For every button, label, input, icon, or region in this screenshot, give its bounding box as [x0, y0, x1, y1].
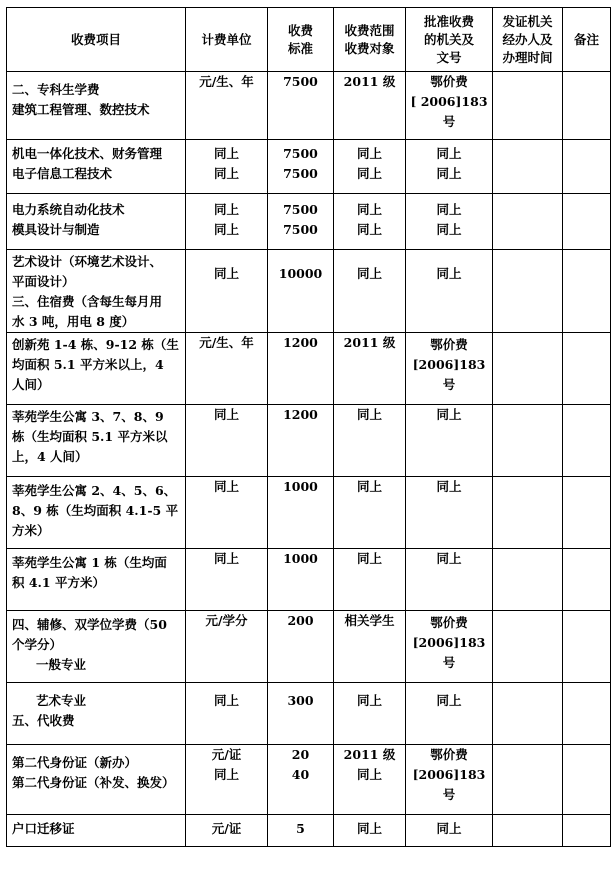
standard-cell: [268, 477, 334, 549]
item-cell: [7, 72, 186, 140]
item-cell-line: 电力系统自动化技术: [12, 202, 125, 217]
issuer-cell: [493, 549, 563, 611]
standard-cell: [268, 611, 334, 683]
scope-cell: [334, 194, 406, 250]
scope-cell-line: 同上: [356, 266, 382, 281]
standard-cell: [268, 549, 334, 611]
table-row: [7, 405, 611, 477]
approval-cell-line: 同上: [436, 146, 462, 161]
approval-cell-line: 同上: [436, 266, 462, 281]
item-cell-line: 莘苑学生公寓 3、7、8、9: [12, 409, 164, 424]
unit-cell-line: 同上: [213, 146, 239, 161]
approval-cell: [406, 611, 493, 683]
approval-cell-line: 鄂价费: [430, 74, 468, 89]
unit-cell: [186, 815, 268, 847]
note-cell: [563, 611, 611, 683]
approval-cell: [406, 683, 493, 745]
item-cell-line: 三、住宿费（含每生每月用: [12, 294, 163, 309]
item-cell: [7, 611, 186, 683]
scope-cell: [334, 745, 406, 815]
approval-cell-line: 鄂价费: [430, 747, 468, 762]
item-cell-line: 积 4.1 平方米）: [12, 575, 105, 590]
issuer-cell: [493, 140, 563, 194]
scope-cell-line: 同上: [356, 479, 382, 494]
item-cell: [7, 333, 186, 405]
approval-cell: [406, 815, 493, 847]
issuer-cell: [493, 333, 563, 405]
item-cell-line: 机电一体化技术、财务管理: [12, 146, 163, 161]
note-cell: [563, 549, 611, 611]
issuer-cell: [493, 477, 563, 549]
item-cell: [7, 405, 186, 477]
scope-cell-line: 同上: [356, 693, 382, 708]
note-cell: [563, 250, 611, 333]
header-cell: 发证机关 经办人及 办理时间: [493, 8, 563, 72]
unit-cell-line: 同上: [213, 166, 239, 181]
item-cell-line: 平面设计）: [12, 274, 75, 289]
scope-cell: [334, 405, 406, 477]
note-cell: [563, 683, 611, 745]
standard-cell: [268, 72, 334, 140]
table-row: [7, 477, 611, 549]
item-cell-line: 建筑工程管理、数控技术: [12, 102, 150, 117]
note-cell: [563, 140, 611, 194]
unit-cell-line: 元/证: [211, 821, 242, 836]
approval-cell-line: [ 2006]183: [410, 94, 488, 109]
unit-cell-line: 同上: [213, 222, 239, 237]
item-cell: [7, 250, 186, 333]
approval-cell-line: 同上: [436, 166, 462, 181]
header-cell: 收费 标准: [268, 8, 334, 72]
item-cell-line: 电子信息工程技术: [12, 166, 113, 181]
unit-cell: [186, 194, 268, 250]
scope-cell-line: 同上: [356, 821, 382, 836]
header-cell: 收费范围 收费对象: [334, 8, 406, 72]
header-cell: 备注: [563, 8, 611, 72]
item-cell-line: 莘苑学生公寓 1 栋（生均面: [12, 555, 167, 570]
scope-cell: [334, 815, 406, 847]
approval-cell-line: 同上: [436, 407, 462, 422]
unit-cell: [186, 72, 268, 140]
unit-cell: [186, 611, 268, 683]
scope-cell-line: 同上: [356, 202, 382, 217]
table-row: [7, 333, 611, 405]
unit-cell-line: 同上: [213, 767, 239, 782]
scope-cell: [334, 549, 406, 611]
scope-cell: [334, 72, 406, 140]
approval-cell: [406, 477, 493, 549]
standard-cell-line: 7500: [283, 202, 318, 217]
scope-cell-line: 2011 级: [343, 74, 396, 89]
standard-cell-line: 200: [287, 613, 314, 628]
approval-cell: [406, 333, 493, 405]
issuer-cell: [493, 405, 563, 477]
unit-cell: [186, 745, 268, 815]
item-cell: [7, 194, 186, 250]
item-cell-line: 第二代身份证（新办）: [12, 755, 138, 770]
standard-cell-line: 10000: [278, 266, 323, 281]
standard-cell: [268, 333, 334, 405]
item-cell-line: 创新苑 1-4 栋、9-12 栋（生: [12, 337, 179, 352]
standard-cell: [268, 815, 334, 847]
scope-cell-line: 相关学生: [344, 613, 395, 628]
table-row: [7, 549, 611, 611]
item-cell-line: 均面积 5.1 平方米以上，4: [12, 357, 164, 372]
item-cell-line: 四、辅修、双学位学费（50: [12, 617, 167, 632]
scope-cell-line: 同上: [356, 166, 382, 181]
issuer-cell: [493, 72, 563, 140]
scope-cell: [334, 477, 406, 549]
note-cell: [563, 477, 611, 549]
approval-cell-line: 同上: [436, 551, 462, 566]
unit-cell: [186, 140, 268, 194]
note-cell: [563, 333, 611, 405]
approval-cell-line: 号: [442, 114, 456, 129]
item-cell: [7, 549, 186, 611]
item-cell-line: 艺术专业: [36, 693, 87, 708]
header-cell: 批准收费 的机关及 文号: [406, 8, 493, 72]
note-cell: [563, 405, 611, 477]
note-cell: [563, 194, 611, 250]
item-cell-line: 人间）: [12, 377, 50, 392]
unit-cell: [186, 477, 268, 549]
header-cell: 计费单位: [186, 8, 268, 72]
unit-cell: [186, 549, 268, 611]
item-cell-line: 莘苑学生公寓 2、4、5、6、: [12, 483, 177, 498]
scope-cell: [334, 140, 406, 194]
unit-cell-line: 元/证: [211, 747, 242, 762]
approval-cell-line: 同上: [436, 222, 462, 237]
table-row: [7, 194, 611, 250]
item-cell-line: 栋（生均面积 5.1 平方米以: [12, 429, 168, 444]
scope-cell: [334, 683, 406, 745]
approval-cell: [406, 745, 493, 815]
table-row: [7, 745, 611, 815]
unit-cell: [186, 333, 268, 405]
standard-cell-line: 1200: [283, 335, 318, 350]
issuer-cell: [493, 250, 563, 333]
item-cell-line: 户口迁移证: [12, 821, 75, 836]
approval-cell: [406, 140, 493, 194]
issuer-cell: [493, 611, 563, 683]
scope-cell: [334, 333, 406, 405]
approval-cell-line: 同上: [436, 821, 462, 836]
unit-cell-line: 元/学分: [205, 613, 248, 628]
approval-cell: [406, 72, 493, 140]
approval-cell-line: 同上: [436, 479, 462, 494]
unit-cell-line: 元/生、年: [199, 335, 254, 350]
issuer-cell: [493, 194, 563, 250]
item-cell-line: 五、代收费: [12, 713, 75, 728]
item-cell-line: 艺术设计（环境艺术设计、: [12, 254, 163, 269]
unit-cell-line: 同上: [213, 266, 239, 281]
approval-cell-line: 鄂价费: [430, 615, 468, 630]
fee-table: [6, 7, 611, 847]
note-cell: [563, 745, 611, 815]
standard-cell-line: 1200: [283, 407, 318, 422]
item-cell: [7, 140, 186, 194]
scope-cell-line: 同上: [356, 407, 382, 422]
approval-cell-line: 号: [442, 377, 456, 392]
scope-cell-line: 同上: [356, 767, 382, 782]
note-cell: [563, 815, 611, 847]
item-cell-line: 一般专业: [36, 657, 87, 672]
item-cell-line: 8、9 栋（生均面积 4.1-5 平: [12, 503, 179, 518]
approval-cell-line: 同上: [436, 202, 462, 217]
issuer-cell: [493, 683, 563, 745]
scope-cell-line: 2011 级: [343, 747, 396, 762]
standard-cell-line: 20: [291, 747, 310, 762]
note-cell: [563, 72, 611, 140]
approval-cell-line: [2006]183: [412, 635, 486, 650]
item-cell-line: 上，4 人间）: [12, 449, 88, 464]
item-cell: [7, 683, 186, 745]
item-cell-line: 第二代身份证（补发、换发）: [12, 775, 175, 790]
issuer-cell: [493, 815, 563, 847]
item-cell: [7, 745, 186, 815]
standard-cell-line: 40: [291, 767, 310, 782]
standard-cell: [268, 405, 334, 477]
scope-cell-line: 同上: [356, 222, 382, 237]
standard-cell: [268, 683, 334, 745]
item-cell-line: 二、专科生学费: [12, 82, 100, 97]
standard-cell-line: 1000: [283, 479, 318, 494]
standard-cell-line: 1000: [283, 551, 318, 566]
standard-cell: [268, 194, 334, 250]
approval-cell-line: [2006]183: [412, 357, 486, 372]
table-row: [7, 72, 611, 140]
unit-cell-line: 同上: [213, 479, 239, 494]
approval-cell-line: 号: [442, 655, 456, 670]
unit-cell-line: 同上: [213, 202, 239, 217]
standard-cell-line: 7500: [283, 166, 318, 181]
standard-cell: [268, 140, 334, 194]
table-row: [7, 140, 611, 194]
item-cell: [7, 477, 186, 549]
unit-cell-line: 同上: [213, 693, 239, 708]
approval-cell-line: 同上: [436, 693, 462, 708]
standard-cell-line: 5: [296, 821, 305, 836]
item-cell: [7, 815, 186, 847]
header-cell: 收费项目: [7, 8, 186, 72]
approval-cell: [406, 250, 493, 333]
unit-cell-line: 同上: [213, 551, 239, 566]
scope-cell-line: 同上: [356, 551, 382, 566]
unit-cell: [186, 405, 268, 477]
standard-cell: [268, 745, 334, 815]
standard-cell: [268, 250, 334, 333]
item-cell-line: 方米）: [12, 523, 50, 538]
unit-cell-line: 元/生、年: [199, 74, 254, 89]
scope-cell: [334, 250, 406, 333]
table-row: [7, 250, 611, 333]
scope-cell-line: 2011 级: [343, 335, 396, 350]
header-row: [7, 8, 611, 72]
approval-cell-line: 号: [442, 787, 456, 802]
unit-cell: [186, 250, 268, 333]
scope-cell-line: 同上: [356, 146, 382, 161]
table-row: [7, 683, 611, 745]
unit-cell-line: 同上: [213, 407, 239, 422]
approval-cell: [406, 194, 493, 250]
standard-cell-line: 300: [287, 693, 314, 708]
item-cell-line: 模具设计与制造: [12, 222, 100, 237]
approval-cell: [406, 405, 493, 477]
scope-cell: [334, 611, 406, 683]
approval-cell-line: [2006]183: [412, 767, 486, 782]
standard-cell-line: 7500: [283, 222, 318, 237]
approval-cell: [406, 549, 493, 611]
table-row: [7, 815, 611, 847]
standard-cell-line: 7500: [283, 146, 318, 161]
standard-cell-line: 7500: [283, 74, 318, 89]
table-row: [7, 611, 611, 683]
item-cell-line: 水 3 吨，用电 8 度）: [12, 314, 135, 329]
unit-cell: [186, 683, 268, 745]
issuer-cell: [493, 745, 563, 815]
item-cell-line: 个学分）: [12, 637, 63, 652]
approval-cell-line: 鄂价费: [430, 337, 468, 352]
